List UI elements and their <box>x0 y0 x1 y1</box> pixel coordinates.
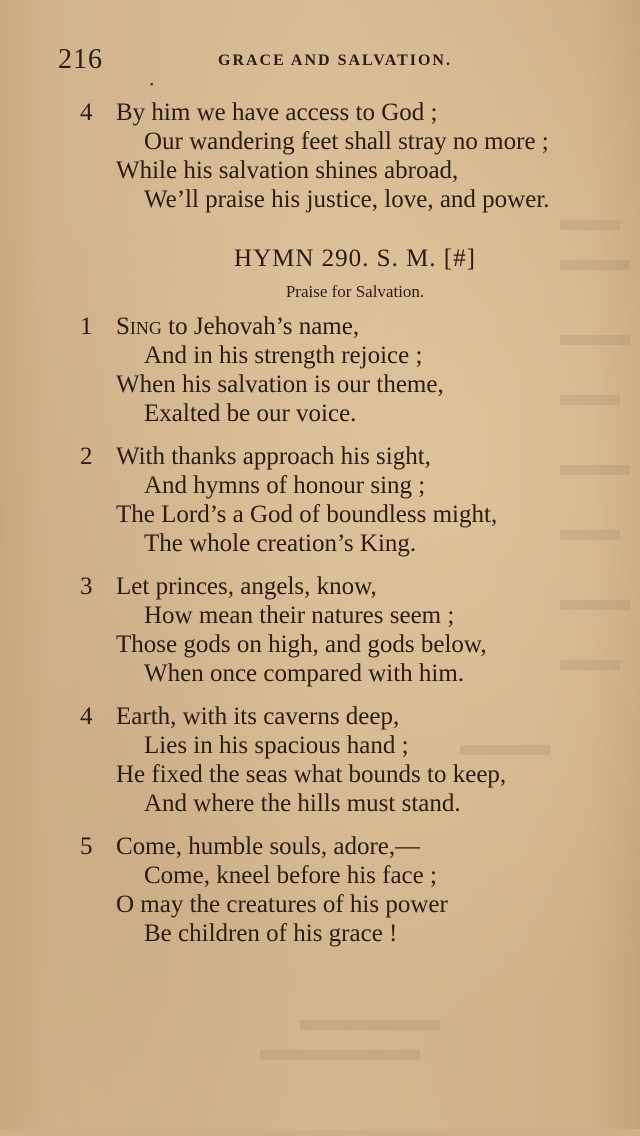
verse-text: When once compared with him. <box>144 660 465 687</box>
running-head: GRACE AND SALVATION. <box>218 52 452 69</box>
verse-line <box>80 760 620 789</box>
stanza-number: 3 <box>80 573 93 600</box>
stanza-2 <box>80 442 620 558</box>
verse-text: While his salvation shines abroad, <box>116 157 459 184</box>
verse-line <box>80 832 620 861</box>
verse-text: How mean their natures seem ; <box>144 602 455 629</box>
verse-text: Those gods on high, and gods below, <box>116 631 487 658</box>
stanza-4 <box>80 702 620 818</box>
verse-line <box>80 789 620 818</box>
verse-text: Our wandering feet shall stray no more ; <box>144 128 549 155</box>
verse-text: Lies in his spacious hand ; <box>144 732 409 759</box>
verse-line <box>80 370 620 399</box>
stanza-gap <box>80 558 620 572</box>
verse-text: Earth, with its caverns deep, <box>116 703 400 730</box>
verse-text: And where the hills must stand. <box>144 790 461 817</box>
verse-text: The Lord’s a God of boundless might, <box>116 501 498 528</box>
ink-speck-mark: • <box>150 80 154 91</box>
first-word: Sing <box>116 313 162 340</box>
verse-line <box>80 312 620 341</box>
verse-text: Come, kneel before his face ; <box>144 862 437 889</box>
stanza-number: 1 <box>80 313 93 340</box>
verse-line <box>80 659 620 688</box>
verse-text: And in his strength rejoice ; <box>144 342 423 369</box>
stanza-number: 2 <box>80 443 93 470</box>
verse-line <box>80 341 620 370</box>
verse-text: With thanks approach his sight, <box>116 443 431 470</box>
verse-line <box>80 156 620 185</box>
verse-line <box>80 572 620 601</box>
verse-text: When his salvation is our theme, <box>116 371 444 398</box>
verse-line <box>80 500 620 529</box>
verse-line <box>80 919 620 948</box>
text-block <box>80 98 620 948</box>
stanza-number: 4 <box>80 703 93 730</box>
verse-text: The whole creation’s King. <box>144 530 417 557</box>
page-number: 216 <box>58 44 103 75</box>
verse-line <box>80 630 620 659</box>
verse-line <box>80 702 620 731</box>
verse-text: By him we have access to God ; <box>116 99 438 126</box>
verse-text: We’ll praise his justice, love, and power. <box>144 186 550 213</box>
verse-line <box>80 890 620 919</box>
verse-line <box>80 471 620 500</box>
verse-line <box>80 442 620 471</box>
stanza-3 <box>80 572 620 688</box>
hymn-title: HYMN 290. S. M. [#] <box>234 245 476 272</box>
verse-line <box>80 731 620 760</box>
stanza-number: 4 <box>80 99 93 126</box>
verse-line <box>80 861 620 890</box>
verse-line <box>80 127 620 156</box>
stanza-number: 5 <box>80 833 93 860</box>
prev-hymn-stanza <box>80 98 620 214</box>
stanza-gap <box>80 428 620 442</box>
stanza-1 <box>80 312 620 428</box>
stanza-gap <box>80 818 620 832</box>
hymn-subtitle: Praise for Salvation. <box>285 282 425 301</box>
verse-text: O may the creatures of his power <box>116 891 448 918</box>
verse-text: He fixed the seas what bounds to keep, <box>116 761 507 788</box>
stanza-5 <box>80 832 620 948</box>
verse-text: Be children of his grace ! <box>144 920 398 947</box>
verse-text: And hymns of honour sing ; <box>144 472 426 499</box>
verse-line <box>80 529 620 558</box>
verse-text: Let princes, angels, know, <box>116 573 377 600</box>
verse-text: to Jehovah’s name, <box>161 313 360 340</box>
verse-text: Exalted be our voice. <box>144 400 357 427</box>
verse-line <box>80 601 620 630</box>
verse-line <box>80 185 620 214</box>
verse-line <box>80 98 620 127</box>
verse-line <box>80 399 620 428</box>
stanza-gap <box>80 688 620 702</box>
verse-text: Come, humble souls, adore,— <box>116 833 421 860</box>
